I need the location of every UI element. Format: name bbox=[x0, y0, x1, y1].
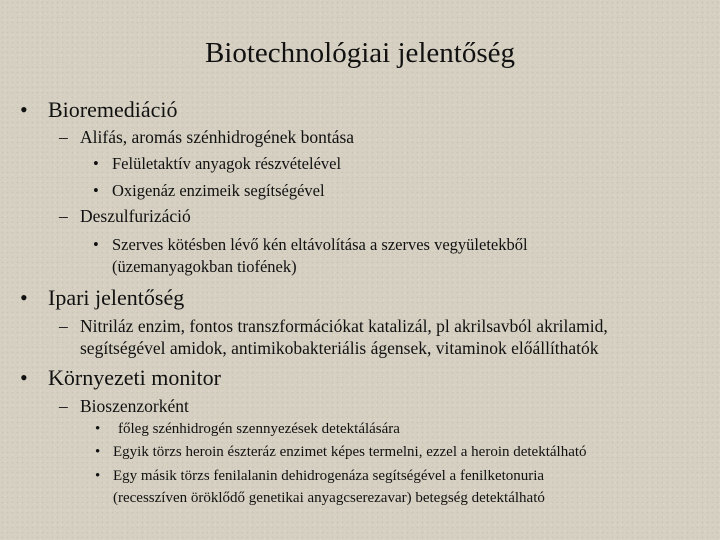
heading-kornyezeti: Környezeti monitor bbox=[48, 365, 221, 390]
bullet-marker: • bbox=[93, 235, 99, 254]
dash-marker: – bbox=[59, 316, 68, 336]
dash-marker: – bbox=[59, 396, 68, 416]
item-alifas-aromas: Alifás, aromás szénhidrogének bontása bbox=[80, 127, 355, 147]
bullet-marker: • bbox=[93, 154, 99, 173]
bullet-marker: • bbox=[95, 421, 101, 437]
subitem-szenhidrogen: főleg szénhidrogén szennyezések detektálására bbox=[118, 421, 400, 437]
subitem-szerves-kotes-line2: (üzemanyagokban tiofének) bbox=[112, 257, 297, 276]
subitem-feluletaktiv: Felületaktív anyagok részvételével bbox=[112, 154, 342, 173]
dash-marker: – bbox=[59, 206, 68, 226]
subitem-fenilketonuria-line1: Egy másik törzs fenilalanin dehidrogenáza segítségével a fenilketonuria bbox=[113, 468, 545, 484]
dash-marker: – bbox=[59, 127, 68, 147]
item-nitrilaz-line1: Nitriláz enzim, fontos transzformációkat katalizál, pl akrilsavból akrilamid, bbox=[80, 316, 608, 336]
bullet-marker: • bbox=[20, 285, 28, 310]
bullet-marker: • bbox=[95, 468, 101, 484]
item-nitrilaz-line2: segítségével amidok, antimikobakteriális ágensek, vitaminok előállíthatók bbox=[80, 338, 599, 358]
subitem-fenilketonuria-line2: (recesszíven öröklődő genetikai anyagcserezavar) betegség detektálható bbox=[113, 490, 545, 506]
heading-ipari: Ipari jelentőség bbox=[48, 285, 185, 310]
bullet-marker: • bbox=[20, 97, 28, 122]
subitem-oxigenaz: Oxigenáz enzimeik segítségével bbox=[112, 181, 325, 200]
subitem-szerves-kotes-line1: Szerves kötésben lévő kén eltávolítása a szerves vegyületekből bbox=[112, 235, 528, 254]
bullet-marker: • bbox=[93, 181, 99, 200]
slide-title: Biotechnológiai jelentőség bbox=[204, 37, 516, 69]
bullet-marker: • bbox=[95, 444, 101, 460]
item-deszulfurizacio: Deszulfurizáció bbox=[80, 206, 191, 226]
item-bioszenzor: Bioszenzorként bbox=[80, 396, 189, 416]
heading-bioremediacio: Bioremediáció bbox=[48, 97, 178, 122]
subitem-heroin: Egyik törzs heroin észteráz enzimet képes termelni, ezzel a heroin detektálható bbox=[113, 444, 587, 460]
bullet-marker: • bbox=[20, 365, 28, 390]
